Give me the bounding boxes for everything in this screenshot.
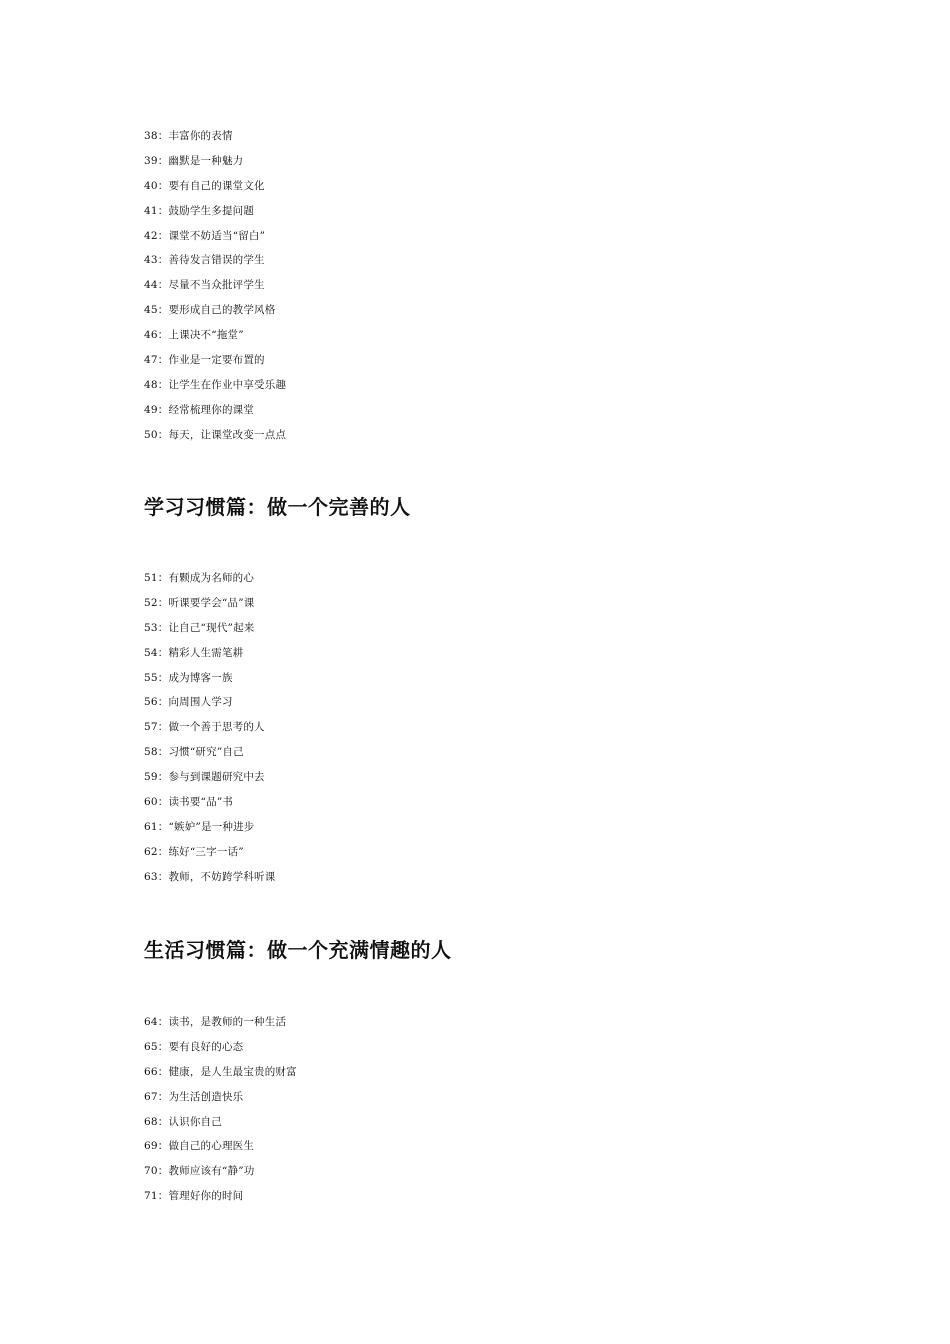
list-item: 43：善待发言错误的学生: [144, 254, 265, 267]
list-item: 44：尽量不当众批评学生: [144, 279, 265, 292]
habit-list-study: [144, 566, 275, 890]
list-item: 69：做自己的心理医生: [144, 1140, 255, 1153]
list-item: 45：要形成自己的教学风格: [144, 304, 276, 317]
list-item: 65：要有良好的心态: [144, 1040, 244, 1053]
list-item: 56：向周围人学习: [144, 696, 233, 709]
list-item: 67：为生活创造快乐: [144, 1090, 244, 1103]
section-heading-study-habits: 学习习惯篇：做一个完善的人: [144, 495, 411, 519]
list-item: 53：让自己“现代”起来: [144, 621, 255, 634]
section-heading-life-habits: 生活习惯篇：做一个充满情趣的人: [144, 938, 452, 962]
list-item: 54：精彩人生需笔耕: [144, 646, 244, 659]
list-item: 50：每天，让课堂改变一点点: [144, 428, 287, 441]
list-item: 63：教师，不妨跨学科听课: [144, 870, 276, 883]
list-item: 71：管理好你的时间: [144, 1190, 244, 1203]
list-item: 39：幽默是一种魅力: [144, 154, 244, 167]
list-item: 59：参与到课题研究中去: [144, 771, 265, 784]
list-item: 57：做一个善于思考的人: [144, 721, 265, 734]
list-item: 58：习惯“研究”自己: [144, 746, 244, 759]
list-item: 52：听课要学会“品”课: [144, 596, 255, 609]
list-item: 68：认识你自己: [144, 1115, 222, 1128]
list-item: 40：要有自己的课堂文化: [144, 179, 265, 192]
list-item: 42：课堂不妨适当“留白”: [144, 229, 266, 242]
list-item: 62：练好“三字一话”: [144, 845, 244, 858]
habit-list-teaching: [144, 124, 286, 448]
list-item: 47：作业是一定要布置的: [144, 354, 265, 367]
habit-list-life: [144, 1010, 297, 1209]
list-item: 70：教师应该有“静”功: [144, 1165, 255, 1178]
list-item: 46：上课决不“拖堂”: [144, 329, 244, 342]
list-item: 55：成为博客一族: [144, 671, 233, 684]
list-item: 41：鼓励学生多提问题: [144, 204, 255, 217]
list-item: 38：丰富你的表情: [144, 130, 233, 142]
list-item: 51：有颗成为名师的心: [144, 572, 255, 584]
list-item: 60：读书要“品”书: [144, 796, 234, 809]
list-item: 48：让学生在作业中享受乐趣: [144, 378, 287, 391]
list-item: 66：健康，是人生最宝贵的财富: [144, 1065, 297, 1078]
list-item: 61：“嫉妒”是一种进步: [144, 820, 255, 833]
list-item: 64：读书，是教师的一种生活: [144, 1016, 287, 1028]
list-item: 49：经常梳理你的课堂: [144, 403, 255, 416]
